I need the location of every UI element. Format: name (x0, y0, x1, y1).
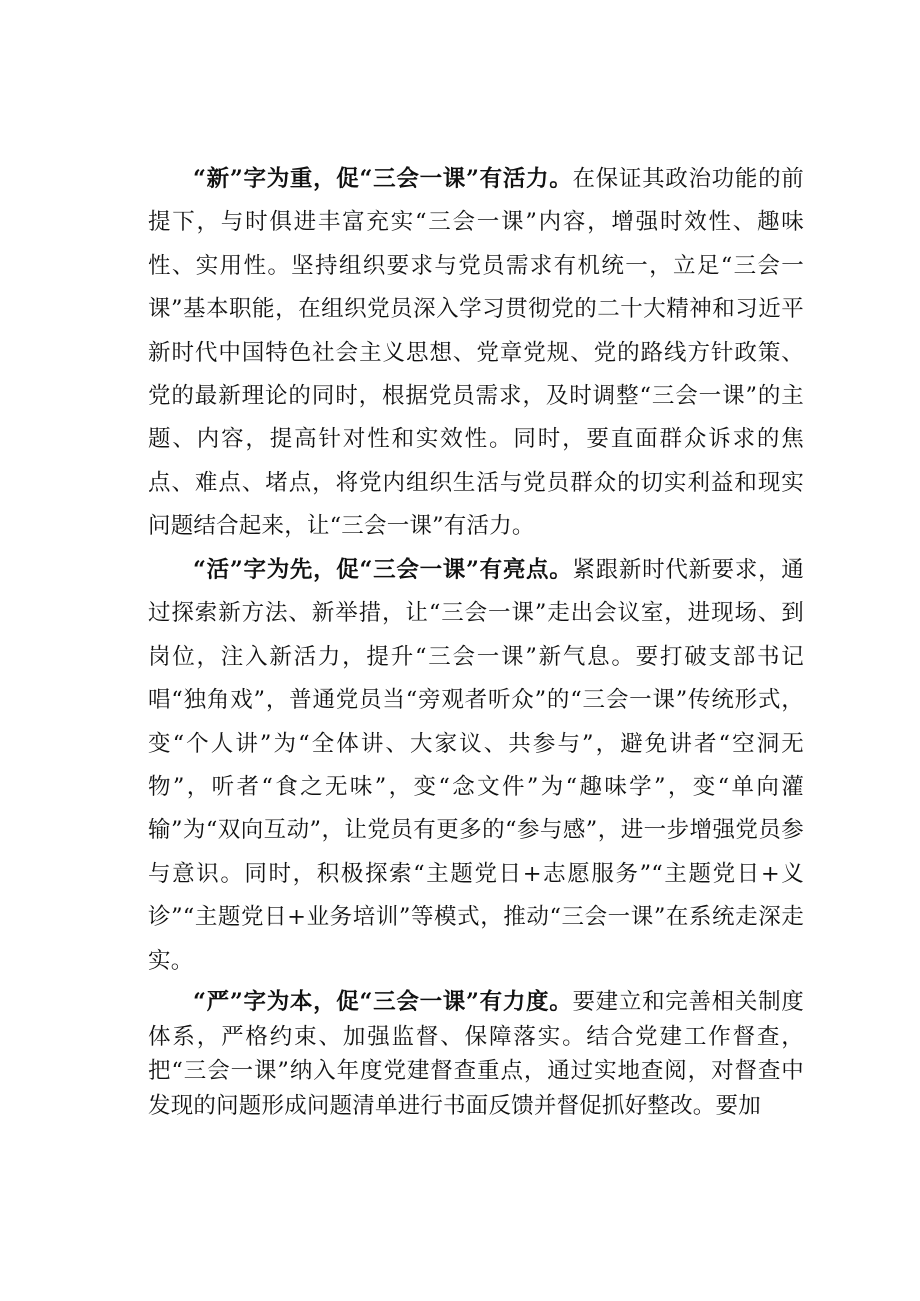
paragraph-strict (148, 985, 804, 1123)
paragraph-heading: “活”字为先，促“三会一课”有亮点。 (193, 557, 573, 583)
paragraph-heading: “新”字为重，促“三会一课”有活力。 (193, 166, 573, 192)
paragraph-body: 要建立和完善相关制度体系，严格约束、加强监督、保障落实。结合党建工作督查，把“三会一课”纳入年度党建督查重点，通过实地查阅，对督查中发现的问题形成问题清单进行书面反馈并督促抓好整改。要加 (148, 989, 804, 1119)
paragraph-body: 紧跟新时代新要求，通过探索新方法、新举措，让“三会一课”走出会议室，进现场、到岗位，注入新活力，提升“三会一课”新气息。要打破支部书记唱“独角戏”，普通党员当“旁观者听众”的“三会一课”传统形式，变“个人讲”为“全体讲、大家议、共参与”，避免讲者“空洞无物”，听者“食之无味”，变“念文件”为“趣味学”，变“单向灌输”为“双向互动”，让党员有更多的“参与感”，进一步增强党员参与意识。同时，积极探索“主题党日+志愿服务”“主题党日+义诊”“主题党日+业务培训”等模式，推动“三会一课”在系统走深走实。 (148, 557, 804, 974)
paragraph-heading: “严”字为本，促“三会一课”有力度。 (193, 989, 573, 1015)
paragraph-new (148, 158, 804, 549)
paragraph-active (148, 549, 804, 983)
paragraph-text (148, 549, 804, 983)
paragraph-text (148, 158, 804, 549)
paragraph-body: 在保证其政治功能的前提下，与时俱进丰富充实“三会一课”内容，增强时效性、趣味性、实用性。坚持组织要求与党员需求有机统一，立足“三会一课”基本职能，在组织党员深入学习贯彻党的二十大精神和习近平新时代中国特色社会主义思想、党章党规、党的路线方针政策、党的最新理论的同时，根据党员需求，及时调整“三会一课”的主题、内容，提高针对性和实效性。同时，要直面群众诉求的焦点、难点、堵点，将党内组织生活与党员群众的切实利益和现实问题结合起来，让“三会一课”有活力。 (148, 166, 804, 540)
paragraph-text (148, 985, 804, 1123)
